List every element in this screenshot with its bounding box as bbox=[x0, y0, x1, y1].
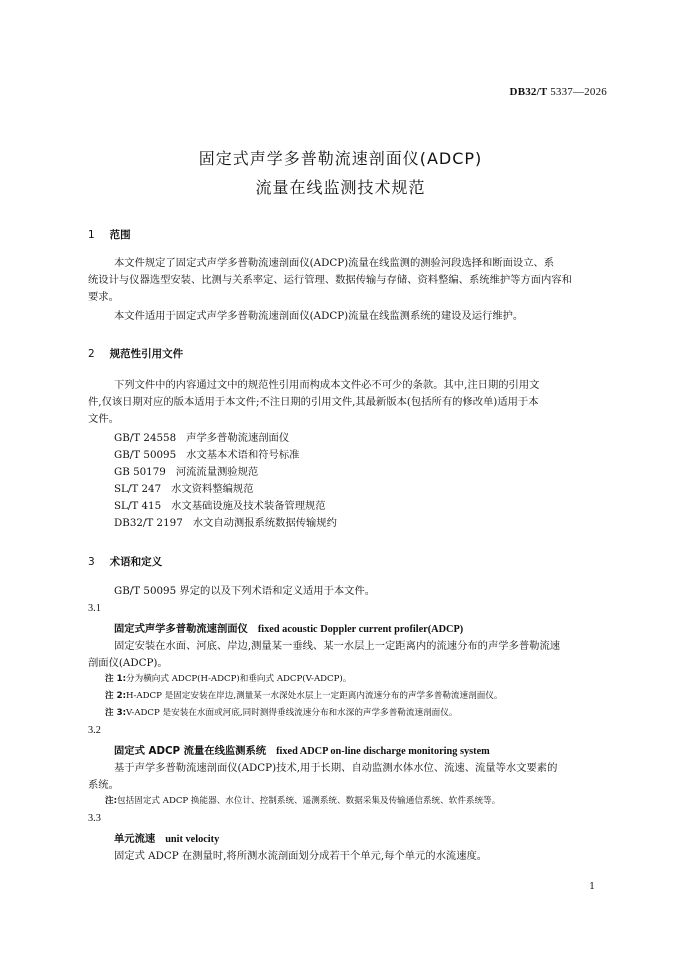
section-1-p2: 本文件适用于固定式声学多普勒流速剖面仪(ADCP)流量在线监测系统的建设及运行维护。 bbox=[114, 310, 524, 322]
note-label: 注 2: bbox=[105, 691, 127, 701]
reference-title: 河流流量测验规范 bbox=[175, 466, 259, 478]
section-2-p1-line2: 件,仅该日期对应的版本适用于本文件;不注日期的引用文件,其最新版本(包括所有的修改单)适用于本 bbox=[88, 396, 539, 408]
reference-code: GB/T 24558 bbox=[114, 432, 177, 444]
reference-item bbox=[114, 447, 299, 464]
section-1-p1-line1: 本文件规定了固定式声学多普勒流速剖面仪(ADCP)流量在线监测的测验河段选择和断面设立、系 bbox=[114, 257, 555, 269]
note-label: 注 3: bbox=[105, 708, 127, 718]
reference-item bbox=[114, 498, 326, 515]
note-text: V-ADCP 是安装在水面或河底,同时测得垂线流速分布和水深的声学多普勒流速剖面仪。 bbox=[126, 708, 458, 718]
reference-title: 水文自动测报系统数据传输规约 bbox=[192, 517, 337, 529]
term-note bbox=[105, 672, 605, 686]
section-title: 规范性引用文件 bbox=[109, 348, 184, 360]
section-title: 术语和定义 bbox=[109, 556, 163, 568]
note-label: 注: bbox=[105, 796, 118, 806]
term-en: fixed ADCP on-line discharge monitoring system bbox=[276, 746, 490, 757]
standard-prefix: DB32/T bbox=[509, 86, 548, 98]
section-3-heading bbox=[88, 554, 162, 569]
note-text: 包括固定式 ADCP 换能器、水位计、控制系统、遥测系统、数据采集及传输通信系统、软件系统等。 bbox=[117, 796, 501, 806]
document-title-line2: 流量在线监测技术规范 bbox=[255, 178, 426, 197]
section-number: 2 bbox=[88, 348, 95, 360]
term-definition: 固定式 ADCP 在测量时,将所测水流剖面划分成若干个单元,每个单元的水流速度。 bbox=[114, 850, 488, 862]
term-zh: 固定式声学多普勒流速剖面仪 bbox=[114, 623, 248, 635]
term-heading bbox=[114, 620, 463, 635]
term-definition-line2: 剖面仪(ADCP)。 bbox=[88, 657, 168, 669]
page-number: 1 bbox=[589, 882, 595, 892]
reference-code: GB/T 50095 bbox=[114, 449, 177, 461]
reference-item bbox=[114, 430, 289, 447]
reference-item bbox=[114, 464, 258, 481]
term-note bbox=[105, 794, 605, 808]
reference-code: SL/T 247 bbox=[114, 483, 162, 495]
section-1-heading bbox=[88, 227, 131, 242]
standard-number: 5337—2026 bbox=[550, 86, 607, 98]
term-heading bbox=[114, 830, 219, 845]
section-number: 1 bbox=[88, 229, 95, 241]
section-title: 范围 bbox=[109, 229, 131, 241]
reference-code: DB32/T 2197 bbox=[114, 517, 183, 529]
term-number: 3.1 bbox=[88, 603, 101, 614]
reference-item bbox=[114, 515, 337, 532]
reference-code: GB 50179 bbox=[114, 466, 166, 478]
reference-item bbox=[114, 481, 254, 498]
section-1-p1-line2: 统设计与仪器选型安装、比测与关系率定、运行管理、数据传输与存储、资料整编、系统维护等方面内容和 bbox=[88, 274, 572, 286]
standard-code bbox=[510, 86, 607, 98]
term-number: 3.2 bbox=[88, 725, 101, 736]
reference-title: 水文基本术语和符号标准 bbox=[186, 449, 300, 461]
term-definition-line2: 系统。 bbox=[88, 779, 119, 791]
term-definition-line1: 固定安装在水面、河底、岸边,测量某一垂线、某一水层上一定距离内的流速分布的声学多普勒流速 bbox=[114, 640, 561, 652]
section-number: 3 bbox=[88, 556, 95, 568]
reference-title: 水文基础设施及技术装备管理规范 bbox=[171, 500, 326, 512]
reference-title: 声学多普勒流速剖面仪 bbox=[186, 432, 290, 444]
section-2-p1-line3: 文件。 bbox=[88, 413, 119, 425]
term-definition-line1: 基于声学多普勒流速剖面仪(ADCP)技术,用于长期、自动监测水体水位、流速、流量等水文要素的 bbox=[114, 762, 558, 774]
section-2-p1-line1: 下列文件中的内容通过文中的规范性引用而构成本文件必不可少的条款。其中,注日期的引用文 bbox=[114, 379, 540, 391]
note-text: 分为横向式 ADCP(H-ADCP)和垂向式 ADCP(V-ADCP)。 bbox=[126, 674, 352, 684]
term-note bbox=[105, 689, 605, 703]
term-number: 3.3 bbox=[88, 813, 101, 824]
term-heading bbox=[114, 742, 490, 757]
term-note bbox=[105, 706, 605, 720]
section-3-intro: GB/T 50095 界定的以及下列术语和定义适用于本文件。 bbox=[114, 585, 376, 597]
document-title-line1: 固定式声学多普勒流速剖面仪(ADCP) bbox=[198, 149, 483, 168]
section-2-heading bbox=[88, 346, 183, 361]
term-en: fixed acoustic Doppler current profiler(ADCP) bbox=[257, 624, 464, 635]
reference-code: SL/T 415 bbox=[114, 500, 162, 512]
term-en: unit velocity bbox=[165, 834, 220, 845]
term-zh: 固定式 ADCP 流量在线监测系统 bbox=[114, 745, 267, 757]
note-label: 注 1: bbox=[105, 674, 127, 684]
reference-title: 水文资料整编规范 bbox=[171, 483, 254, 495]
note-text: H-ADCP 是固定安装在岸边,测量某一水深处水层上一定距离内流速分布的声学多普勒流速剖面仪。 bbox=[126, 691, 503, 701]
section-1-p1-line3: 要求。 bbox=[88, 291, 119, 303]
term-zh: 单元流速 bbox=[114, 833, 156, 845]
